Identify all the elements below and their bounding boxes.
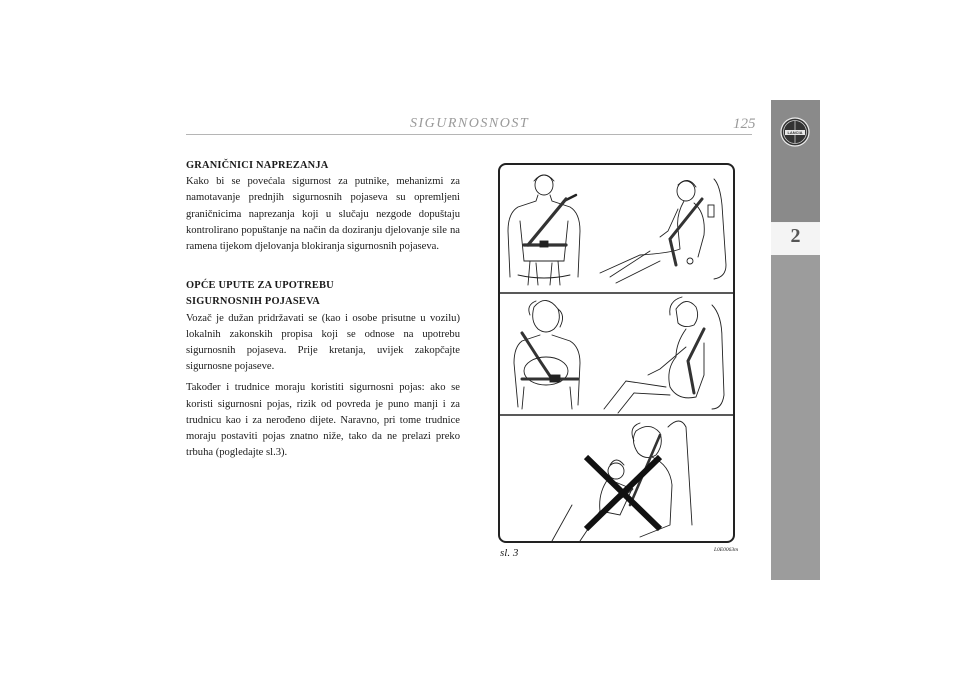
section-heading-general-instructions-line2: SIGURNOSNIH POJASEVA (186, 296, 321, 308)
seatbelt-drawings (500, 165, 735, 543)
figure-code: L0E0063m (714, 547, 739, 553)
front-view-pregnant-woman (514, 300, 580, 409)
lancia-logo-icon (779, 116, 811, 148)
header-divider (186, 134, 752, 135)
paragraph: Također i trudnice moraju koristiti sigurnosni pojas: ako se koristi sigurnosni pojas, rizik od povreda je puno manji i za trudnicu kao i za nerođeno dijete. Naravno, pri tome trudnice moraju postaviti pojas znatno niže, tako da ne prelazi preko trbuha (pogledajte sl.3). (186, 382, 460, 459)
chapter-sidebar-tab (771, 100, 820, 580)
page-number: 125 (733, 116, 756, 132)
side-view-pregnant-woman (604, 297, 724, 413)
chapter-number: 2 (790, 225, 801, 247)
incorrect-child-on-lap (552, 421, 692, 541)
paragraph: Vozač je dužan pridržavati se (kao i osobe prisutne u vozilu) lokalnih zakonskih propisa koji se odnose na upotrebu sigurnosnih pojaseva. Prije kretanja, uvijek zakopčajte sigurnosne pojaseve. (186, 312, 460, 373)
front-view-belted-driver (508, 175, 580, 285)
paragraph: Kako bi se povećala sigurnost za putnike, mehanizmi za namotavanje prednjih sigurnosnih pojaseva su opremljeni graničnicima naprezanja koji u slučaju nezgode dopuštaju kontrolirano popuštanje na način da doziranju djelovanje sile na ramena tijekom djelovanja blokiranja sigurnosnih pojaseva. (186, 176, 460, 253)
seatbelt-illustration (498, 163, 735, 543)
sidebar-logo-area (771, 100, 820, 223)
figure-caption: sl. 3 (500, 547, 519, 559)
section-heading-general-instructions-line1: OPĆE UPUTE ZA UPOTREBU (186, 280, 334, 292)
section-heading-load-limiters: GRANIČNICI NAPREZANJA (186, 160, 329, 171)
logo-text: LANCIA (787, 130, 803, 136)
main-text-column (186, 158, 460, 466)
side-view-belted-driver (600, 179, 726, 283)
running-header-title: SIGURNOSNOST (410, 116, 530, 131)
